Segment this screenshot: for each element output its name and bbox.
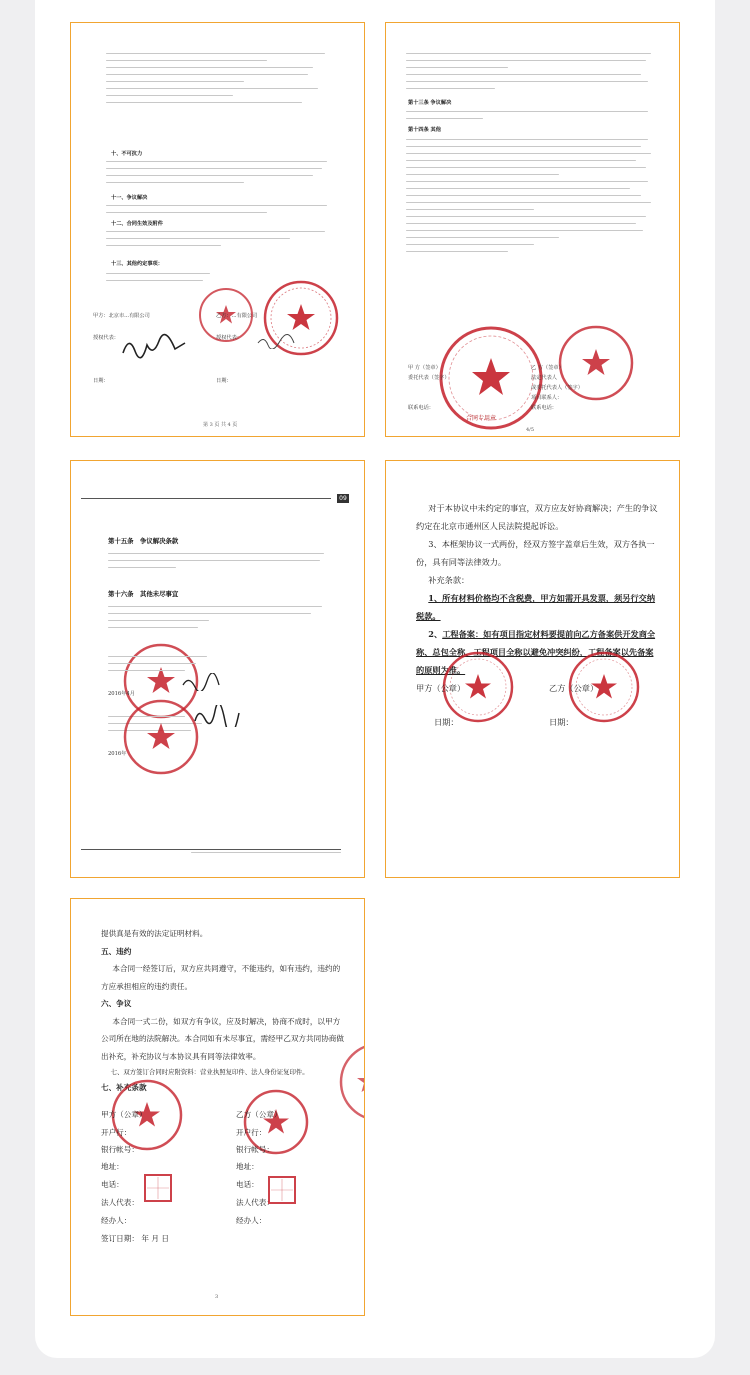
contract-page-4 bbox=[385, 460, 680, 878]
opening-bank-b: 开户行： bbox=[236, 1128, 267, 1137]
paragraph: 对于本协议中未约定的事宜，双方应友好协商解决；产生的争议约定在北京市通州区人民法院提起诉讼。 bbox=[416, 503, 658, 531]
auth-b-label: 授权代表： bbox=[216, 335, 242, 341]
section-heading: 七、补充条款 bbox=[101, 1083, 147, 1092]
agent-a: 经办人： bbox=[101, 1216, 132, 1225]
handwritten-signature bbox=[119, 331, 189, 361]
party-b-label: 乙方（公章） bbox=[236, 1110, 282, 1119]
phone-b-label: 联系电话： bbox=[531, 405, 557, 411]
rep-b-label: 法定代表人 bbox=[531, 375, 557, 381]
party-a-label: 甲方：北京市...有限公司 bbox=[93, 313, 150, 319]
section-heading: 六、争议 bbox=[101, 999, 132, 1008]
phone-a-label: 联系电话： bbox=[408, 405, 434, 411]
text-block bbox=[106, 53, 336, 109]
section-heading: 五、违约 bbox=[101, 946, 132, 956]
supplement-item-1: 1、所有材料价格均不含税费，甲方如需开具发票，须另行交纳税款。 bbox=[416, 593, 656, 621]
rep-a-label: 委托代表（签字） bbox=[408, 375, 450, 381]
bank-account-a: 银行帐号： bbox=[101, 1145, 139, 1154]
party-b-label: 乙方：...有限公司 bbox=[216, 313, 258, 319]
phone-b: 电话： bbox=[236, 1180, 259, 1189]
date-a-label: 日期： bbox=[434, 717, 459, 727]
opening-bank-a: 开户行： bbox=[101, 1128, 132, 1137]
clause15-heading: 第十五条 争议解决条款 bbox=[108, 537, 179, 545]
party-a-label: 甲 方（签章） bbox=[408, 365, 441, 371]
contract-page-1 bbox=[70, 22, 365, 437]
clause14-heading: 第十四条 其他 bbox=[408, 127, 441, 133]
party-a-label: 甲方（公章） bbox=[101, 1110, 147, 1119]
agent-b: 经办人： bbox=[236, 1216, 267, 1225]
clause13-heading: 第十三条 争议解决 bbox=[408, 100, 452, 106]
header-rule bbox=[81, 498, 331, 499]
supplement-item-2: 工程备案：如有项目指定材料要提前向乙方备案供开发商全称、总包全称、工程项目全称以避免冲突纠纷，工程备案以先备案的原则为准。 bbox=[416, 629, 656, 675]
text-block bbox=[108, 553, 333, 574]
contact-b-label: 项目联系人： bbox=[531, 395, 563, 401]
handwritten-signature bbox=[256, 333, 296, 349]
date-a-label: 日期： bbox=[93, 378, 109, 384]
dispute-heading: 十一、争议解决 bbox=[111, 195, 148, 201]
address-b: 地址： bbox=[236, 1162, 259, 1171]
personal-seal-stamp bbox=[143, 1173, 173, 1203]
company-seal-stamp bbox=[121, 697, 201, 777]
footer-rule bbox=[81, 849, 341, 850]
contract-page-2 bbox=[385, 22, 680, 437]
paragraph: 3、本框架协议一式两份，经双方签字盖章后生效，双方各执一份，具有同等法律效力。 bbox=[416, 539, 655, 567]
text-block bbox=[108, 656, 218, 677]
text-block bbox=[406, 139, 661, 258]
legal-rep-a: 法人代表： bbox=[101, 1198, 139, 1207]
paragraph: 本合同一经签订后，双方应共同遵守，不能违约，如有违约，违约的方应承担相应的违约责任。 bbox=[101, 964, 341, 991]
legal-rep-b: 法人代表： bbox=[236, 1198, 274, 1207]
paragraph: 本合同一式二份，如双方有争议，应及时解决，协商不成时，以甲方公司所在地的法院解决。本合同如有未尽事宜，需经甲乙双方共同协商做出补充，补充协议与本协议具有同等法律效率。 bbox=[101, 1016, 344, 1061]
party-b-label: 乙方（公章） bbox=[549, 683, 599, 693]
personal-seal-stamp bbox=[267, 1175, 297, 1205]
text-block bbox=[406, 111, 661, 125]
party-b-date: 2016年 bbox=[108, 751, 127, 757]
paragraph: 提供真是有效的法定证明材料。 bbox=[101, 929, 208, 938]
date-b-label: 日期： bbox=[549, 717, 574, 727]
party-a-date: 2016年4月 bbox=[108, 691, 135, 697]
footer-text bbox=[191, 852, 341, 859]
text-block bbox=[108, 606, 333, 634]
supplement-heading: 补充条款： bbox=[428, 575, 470, 585]
supplement-item-2-prefix: 2、 bbox=[428, 629, 443, 639]
date-b-label: 日期： bbox=[216, 378, 232, 384]
party-b-label: 乙 方（签章） bbox=[531, 365, 564, 371]
other-heading: 十三、其他约定事项： bbox=[111, 261, 163, 267]
clause16-heading: 第十六条 其他未尽事宜 bbox=[108, 590, 179, 598]
contract-page-3 bbox=[70, 460, 365, 878]
contract-seal-text: 合同专用章 bbox=[466, 415, 497, 422]
page-number: 3 bbox=[215, 1294, 219, 1300]
company-seal-stamp bbox=[339, 1037, 365, 1127]
rep-b2-label: 或委托代表人（签字） bbox=[531, 385, 583, 391]
address-a: 地址： bbox=[101, 1162, 124, 1171]
handwritten-signature bbox=[193, 705, 243, 727]
page-number: 第 3 页 共 4 页 bbox=[203, 422, 238, 428]
auth-a-label: 授权代表： bbox=[93, 335, 119, 341]
text-block bbox=[106, 205, 336, 219]
bank-account-b: 银行帐号： bbox=[236, 1145, 274, 1154]
effect-heading: 十二、合同生效及附件 bbox=[111, 221, 163, 227]
note: 七、双方签订合同时应附资料：营业执照复印件、法人身份证复印件。 bbox=[110, 1068, 309, 1076]
phone-a: 电话： bbox=[101, 1180, 124, 1189]
text-block bbox=[106, 231, 336, 252]
contract-page-5 bbox=[70, 898, 365, 1316]
page5-body bbox=[101, 925, 346, 1097]
text-block bbox=[106, 161, 336, 189]
page-number: 4/5 bbox=[526, 427, 535, 433]
page-number-badge: 09 bbox=[337, 494, 349, 503]
text-block bbox=[406, 53, 661, 95]
force-majeure-heading: 十、不可抗力 bbox=[111, 151, 143, 157]
sign-date: 签订日期： 年 月 日 bbox=[101, 1234, 169, 1243]
party-a-label: 甲方（公章） bbox=[416, 683, 466, 693]
